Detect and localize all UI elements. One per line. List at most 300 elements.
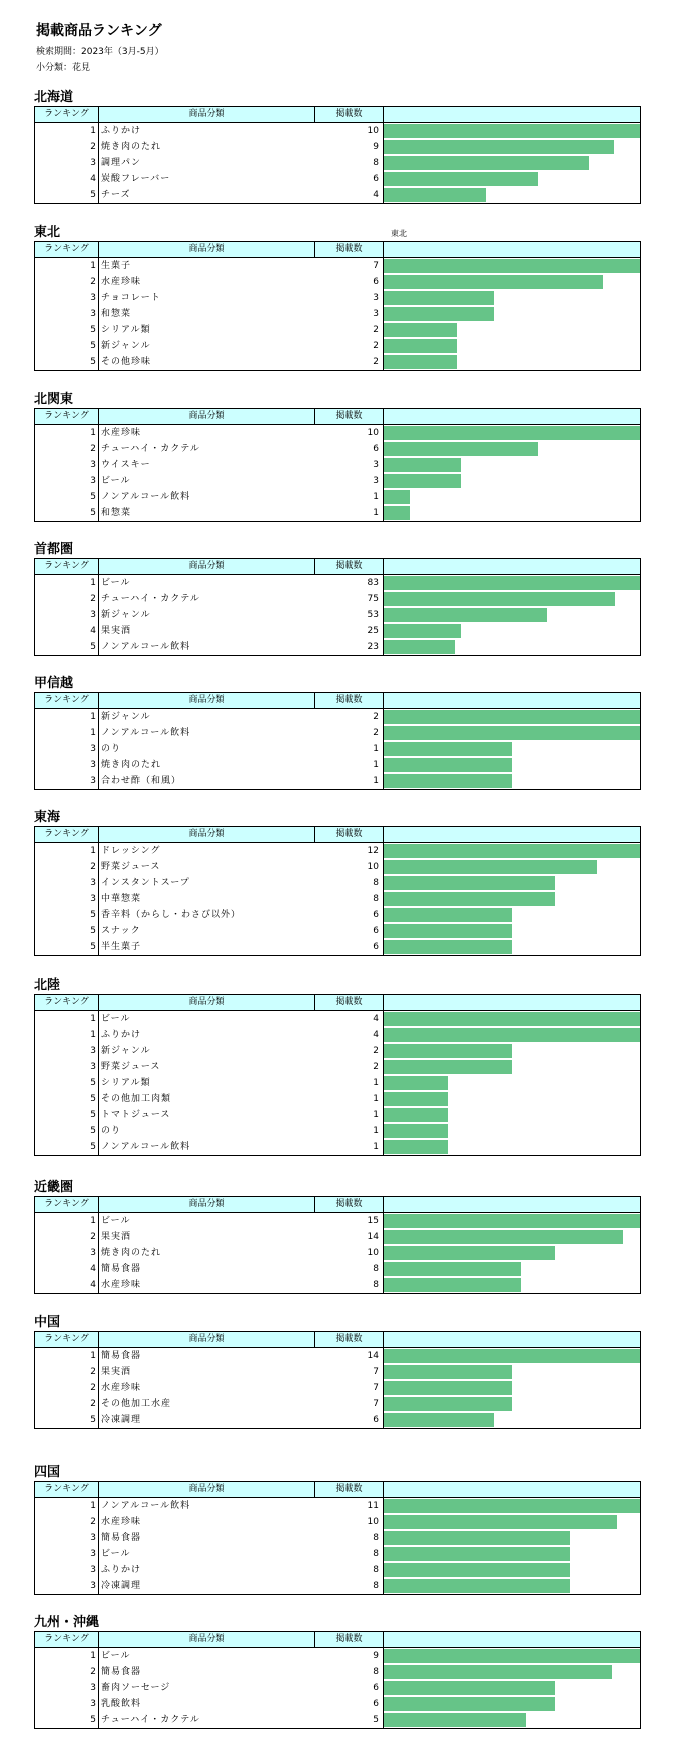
count-bar <box>384 1713 526 1727</box>
table-row <box>35 639 641 656</box>
count-bar <box>384 1230 623 1244</box>
table-row <box>35 1277 641 1294</box>
count-bar <box>384 624 461 638</box>
category-header: 商品分類 <box>99 242 315 258</box>
category-cell: ふりかけ <box>99 1027 315 1043</box>
count-bar <box>384 1246 555 1260</box>
count-bar <box>384 892 555 906</box>
bar-header <box>384 409 641 425</box>
count-bar <box>384 458 461 472</box>
count-bar <box>384 140 614 154</box>
rank-cell: 5 <box>35 489 99 505</box>
bar-cell <box>384 123 641 140</box>
ranking-table <box>34 1196 641 1294</box>
count-bar <box>384 1397 512 1411</box>
rank-header: ランキング <box>35 693 99 709</box>
category-cell: 水産珍味 <box>99 274 315 290</box>
category-cell: 果実酒 <box>99 1229 315 1245</box>
bar-cell <box>384 1139 641 1156</box>
category-cell: 和惣菜 <box>99 505 315 522</box>
category-cell: 簡易食器 <box>99 1348 315 1365</box>
bar-cell <box>384 1043 641 1059</box>
bar-cell <box>384 773 641 790</box>
table-row <box>35 1380 641 1396</box>
table-row <box>35 155 641 171</box>
count-cell: 6 <box>315 939 384 956</box>
bar-cell <box>384 1680 641 1696</box>
rank-header: ランキング <box>35 1482 99 1498</box>
count-bar <box>384 1365 512 1379</box>
bar-cell <box>384 139 641 155</box>
region-section <box>34 392 640 522</box>
bar-cell <box>384 1075 641 1091</box>
category-header: 商品分類 <box>99 1332 315 1348</box>
rank-cell: 1 <box>35 843 99 860</box>
bar-cell <box>384 187 641 204</box>
category-cell: チューハイ・カクテル <box>99 591 315 607</box>
region-name: 北関東 <box>34 392 74 407</box>
rank-cell: 4 <box>35 1277 99 1294</box>
count-cell: 1 <box>373 1094 379 1104</box>
count-bar <box>384 1076 448 1090</box>
category-cell: 簡易食器 <box>99 1530 315 1546</box>
count-cell: 4 <box>373 1030 379 1040</box>
count-cell: 14 <box>367 1232 379 1242</box>
table-row <box>35 1712 641 1729</box>
category-cell: チューハイ・カクテル <box>99 441 315 457</box>
count-cell: 23 <box>315 639 384 656</box>
rank-cell: 5 <box>35 939 99 956</box>
category-cell: ふりかけ <box>99 123 315 140</box>
count-bar <box>384 1044 512 1058</box>
bar-cell <box>384 1261 641 1277</box>
rank-cell: 3 <box>35 1059 99 1075</box>
count-cell: 8 <box>315 1277 384 1294</box>
table-row <box>35 258 641 275</box>
bar-cell <box>384 258 641 275</box>
category-cell: 果実酒 <box>99 1364 315 1380</box>
rank-cell: 5 <box>35 187 99 204</box>
category-cell: チョコレート <box>99 290 315 306</box>
category-cell: その他加工水産 <box>99 1396 315 1412</box>
category-header: 商品分類 <box>99 693 315 709</box>
count-cell: 2 <box>315 354 384 371</box>
count-bar <box>384 1579 570 1593</box>
table-row <box>35 1245 641 1261</box>
rank-cell: 5 <box>35 338 99 354</box>
table-row <box>35 1578 641 1595</box>
count-bar <box>384 1214 640 1228</box>
category-cell: 野菜ジュース <box>99 1059 315 1075</box>
rank-cell: 3 <box>35 155 99 171</box>
category-cell: 畜肉ソーセージ <box>99 1680 315 1696</box>
category-cell: 水産珍味 <box>99 425 315 442</box>
category-header: 商品分類 <box>99 995 315 1011</box>
table-row <box>35 1123 641 1139</box>
bar-cell <box>384 1562 641 1578</box>
count-cell: 75 <box>367 594 379 604</box>
table-row <box>35 306 641 322</box>
category-cell: ビール <box>99 1546 315 1562</box>
ranking-table <box>34 1331 641 1429</box>
bar-cell <box>384 1027 641 1043</box>
count-bar <box>384 592 615 606</box>
region-section <box>34 676 640 790</box>
region-section <box>34 542 640 656</box>
count-header: 掲載数 <box>315 107 384 123</box>
ranking-table <box>34 826 641 956</box>
count-bar <box>384 924 512 938</box>
count-cell: 8 <box>373 1549 379 1559</box>
rank-cell: 5 <box>35 639 99 656</box>
count-cell: 4 <box>373 1014 379 1024</box>
table-row <box>35 1011 641 1028</box>
rank-cell: 1 <box>35 123 99 140</box>
count-cell: 6 <box>373 444 379 454</box>
rank-cell: 5 <box>35 1412 99 1429</box>
region-name: 首都圏 <box>34 542 74 557</box>
count-cell: 2 <box>373 1046 379 1056</box>
table-row <box>35 354 641 371</box>
count-bar <box>384 1140 448 1154</box>
category-cell: 野菜ジュース <box>99 859 315 875</box>
category-cell: 新ジャンル <box>99 607 315 623</box>
rank-cell: 5 <box>35 1107 99 1123</box>
category-header: 商品分類 <box>99 1197 315 1213</box>
bar-cell <box>384 1498 641 1515</box>
category-cell: インスタントスープ <box>99 875 315 891</box>
bar-header <box>384 107 641 123</box>
category-header: 商品分類 <box>99 559 315 575</box>
table-row <box>35 274 641 290</box>
region-section <box>34 90 640 204</box>
rank-header: ランキング <box>35 559 99 575</box>
rank-cell: 3 <box>35 607 99 623</box>
count-header: 掲載数 <box>315 559 384 575</box>
rank-cell: 2 <box>35 274 99 290</box>
region-section <box>34 1615 640 1729</box>
category-cell: スナック <box>99 923 315 939</box>
table-row <box>35 1514 641 1530</box>
bar-cell <box>384 639 641 656</box>
rank-cell: 5 <box>35 907 99 923</box>
category-cell: 乳酸飲料 <box>99 1696 315 1712</box>
count-cell: 1 <box>315 1139 384 1156</box>
bar-cell <box>384 274 641 290</box>
bar-cell <box>384 939 641 956</box>
bar-cell <box>384 907 641 923</box>
rank-header: ランキング <box>35 995 99 1011</box>
table-row <box>35 741 641 757</box>
rank-cell: 3 <box>35 773 99 790</box>
count-bar <box>384 1531 570 1545</box>
count-bar <box>384 726 640 740</box>
category-cell: ウイスキー <box>99 457 315 473</box>
count-bar <box>384 426 640 440</box>
bar-header <box>384 1482 641 1498</box>
category-cell: チューハイ・カクテル <box>99 1712 315 1729</box>
table-row <box>35 489 641 505</box>
count-bar <box>384 490 410 504</box>
region-name: 中国 <box>34 1315 61 1330</box>
rank-header: ランキング <box>35 107 99 123</box>
count-cell: 3 <box>373 476 379 486</box>
rank-cell: 5 <box>35 1139 99 1156</box>
table-row <box>35 1139 641 1156</box>
region-name: 近畿圏 <box>34 1180 74 1195</box>
ranking-table <box>34 106 641 204</box>
count-header: 掲載数 <box>315 409 384 425</box>
region-section <box>34 1180 640 1294</box>
count-bar <box>384 908 512 922</box>
bar-cell <box>384 1546 641 1562</box>
bar-cell <box>384 457 641 473</box>
count-cell: 8 <box>373 894 379 904</box>
count-cell: 4 <box>315 187 384 204</box>
bar-cell <box>384 1123 641 1139</box>
category-cell: 香辛料（からし・わさび以外） <box>99 907 315 923</box>
table-row <box>35 338 641 354</box>
count-cell: 10 <box>367 1248 379 1258</box>
rank-cell: 3 <box>35 1546 99 1562</box>
count-bar <box>384 474 461 488</box>
rank-cell: 2 <box>35 591 99 607</box>
category-cell: ノンアルコール飲料 <box>99 489 315 505</box>
bar-cell <box>384 322 641 338</box>
bar-cell <box>384 843 641 860</box>
bar-cell <box>384 1578 641 1595</box>
table-row <box>35 1498 641 1515</box>
table-row <box>35 441 641 457</box>
category-cell: ドレッシング <box>99 843 315 860</box>
count-bar <box>384 774 512 788</box>
rank-cell: 3 <box>35 875 99 891</box>
category-cell: 半生菓子 <box>99 939 315 956</box>
bar-cell <box>384 1364 641 1380</box>
count-cell: 15 <box>367 1216 379 1226</box>
table-row <box>35 1648 641 1665</box>
count-bar <box>384 844 640 858</box>
count-bar <box>384 259 640 273</box>
category-cell: 焼き肉のたれ <box>99 757 315 773</box>
bar-cell <box>384 1245 641 1261</box>
bar-cell <box>384 1213 641 1230</box>
category-header: 商品分類 <box>99 827 315 843</box>
category-cell: 水産珍味 <box>99 1380 315 1396</box>
rank-cell: 2 <box>35 859 99 875</box>
table-row <box>35 425 641 442</box>
rank-header: ランキング <box>35 827 99 843</box>
rank-cell: 5 <box>35 354 99 371</box>
count-header: 掲載数 <box>315 242 384 258</box>
category-cell: トマトジュース <box>99 1107 315 1123</box>
table-row <box>35 875 641 891</box>
count-cell: 1 <box>315 773 384 790</box>
table-row <box>35 1027 641 1043</box>
rank-cell: 3 <box>35 290 99 306</box>
bar-cell <box>384 354 641 371</box>
category-cell: ビール <box>99 1213 315 1230</box>
count-bar <box>384 1262 521 1276</box>
count-bar <box>384 188 486 202</box>
table-row <box>35 923 641 939</box>
count-cell: 7 <box>373 261 379 271</box>
bar-cell <box>384 891 641 907</box>
count-bar <box>384 323 457 337</box>
rank-cell: 2 <box>35 1514 99 1530</box>
count-header: 掲載数 <box>315 1197 384 1213</box>
table-row <box>35 575 641 592</box>
count-bar <box>384 1665 612 1679</box>
rank-cell: 3 <box>35 1245 99 1261</box>
category-cell: 新ジャンル <box>99 1043 315 1059</box>
table-row <box>35 1213 641 1230</box>
bar-header <box>384 693 641 709</box>
bar-cell <box>384 1011 641 1028</box>
rank-cell: 4 <box>35 171 99 187</box>
count-bar <box>384 156 589 170</box>
table-row <box>35 1562 641 1578</box>
table-row <box>35 1664 641 1680</box>
count-cell: 2 <box>373 728 379 738</box>
bar-cell <box>384 338 641 354</box>
rank-cell: 3 <box>35 1578 99 1595</box>
category-cell: 生菓子 <box>99 258 315 275</box>
category-cell: ノンアルコール飲料 <box>99 1139 315 1156</box>
count-bar <box>384 1108 448 1122</box>
bar-cell <box>384 1380 641 1396</box>
rank-cell: 5 <box>35 1123 99 1139</box>
rank-cell: 3 <box>35 457 99 473</box>
ranking-table <box>34 408 641 522</box>
category-header: 商品分類 <box>99 409 315 425</box>
rank-header: ランキング <box>35 409 99 425</box>
rank-cell: 2 <box>35 1396 99 1412</box>
category-header: 商品分類 <box>99 107 315 123</box>
table-row <box>35 1091 641 1107</box>
table-row <box>35 1530 641 1546</box>
count-header: 掲載数 <box>315 995 384 1011</box>
category-cell: 水産珍味 <box>99 1277 315 1294</box>
rank-cell: 1 <box>35 425 99 442</box>
category-header: 商品分類 <box>99 1632 315 1648</box>
rank-cell: 5 <box>35 1712 99 1729</box>
count-bar <box>384 307 494 321</box>
count-bar <box>384 1124 448 1138</box>
rank-cell: 2 <box>35 1364 99 1380</box>
bar-cell <box>384 757 641 773</box>
count-bar <box>384 1697 555 1711</box>
count-cell: 3 <box>373 309 379 319</box>
category-cell: シリアル類 <box>99 1075 315 1091</box>
rank-cell: 3 <box>35 1680 99 1696</box>
table-row <box>35 591 641 607</box>
count-cell: 10 <box>367 1517 379 1527</box>
rank-cell: 4 <box>35 1261 99 1277</box>
bar-cell <box>384 1059 641 1075</box>
ranking-table <box>34 1631 641 1729</box>
count-cell: 12 <box>367 846 379 856</box>
count-cell: 7 <box>373 1367 379 1377</box>
count-header: 掲載数 <box>315 1332 384 1348</box>
count-cell: 8 <box>373 1264 379 1274</box>
table-row <box>35 322 641 338</box>
count-bar <box>384 1515 617 1529</box>
table-row <box>35 1412 641 1429</box>
ranking-table <box>34 1481 641 1595</box>
search-period: 検索期間：2023年（3月-5月） <box>36 47 164 57</box>
count-cell: 2 <box>373 1062 379 1072</box>
count-bar <box>384 1012 640 1026</box>
count-cell: 1 <box>315 505 384 522</box>
count-header: 掲載数 <box>315 1632 384 1648</box>
region-name: 北海道 <box>34 90 74 105</box>
table-row <box>35 709 641 726</box>
bar-cell <box>384 290 641 306</box>
category-cell: 冷凍調理 <box>99 1578 315 1595</box>
rank-cell: 5 <box>35 505 99 522</box>
count-bar <box>384 1092 448 1106</box>
count-bar <box>384 355 457 369</box>
rank-cell: 5 <box>35 1091 99 1107</box>
count-cell: 7 <box>373 1399 379 1409</box>
table-row <box>35 757 641 773</box>
count-bar <box>384 860 597 874</box>
category-cell: シリアル類 <box>99 322 315 338</box>
count-cell: 6 <box>373 174 379 184</box>
rank-cell: 3 <box>35 306 99 322</box>
ranking-table <box>34 692 641 790</box>
category-cell: その他加工肉類 <box>99 1091 315 1107</box>
count-cell: 1 <box>373 1126 379 1136</box>
category-cell: その他珍味 <box>99 354 315 371</box>
count-bar <box>384 1563 570 1577</box>
bar-cell <box>384 1348 641 1365</box>
category-cell: 炭酸フレーバー <box>99 171 315 187</box>
count-cell: 8 <box>315 1578 384 1595</box>
rank-cell: 1 <box>35 1498 99 1515</box>
table-row <box>35 1680 641 1696</box>
rank-cell: 3 <box>35 741 99 757</box>
table-row <box>35 1043 641 1059</box>
region-name: 東海 <box>34 810 61 825</box>
rank-cell: 5 <box>35 322 99 338</box>
count-cell: 1 <box>373 744 379 754</box>
region-section <box>34 810 640 956</box>
bar-cell <box>384 923 641 939</box>
rank-cell: 1 <box>35 709 99 726</box>
category-cell: のり <box>99 741 315 757</box>
region-section <box>34 1315 640 1429</box>
count-bar <box>384 291 494 305</box>
bar-cell <box>384 1091 641 1107</box>
region-note: 東北 <box>391 229 407 238</box>
count-cell: 8 <box>373 1667 379 1677</box>
bar-cell <box>384 575 641 592</box>
category-cell: ノンアルコール飲料 <box>99 725 315 741</box>
table-row <box>35 891 641 907</box>
ranking-table <box>34 994 641 1156</box>
count-bar <box>384 339 457 353</box>
category-cell: 簡易食器 <box>99 1261 315 1277</box>
bar-cell <box>384 1696 641 1712</box>
bar-cell <box>384 1412 641 1429</box>
count-cell: 8 <box>373 1565 379 1575</box>
category-cell: ノンアルコール飲料 <box>99 1498 315 1515</box>
table-row <box>35 907 641 923</box>
ranking-table <box>34 241 641 371</box>
rank-header: ランキング <box>35 1332 99 1348</box>
